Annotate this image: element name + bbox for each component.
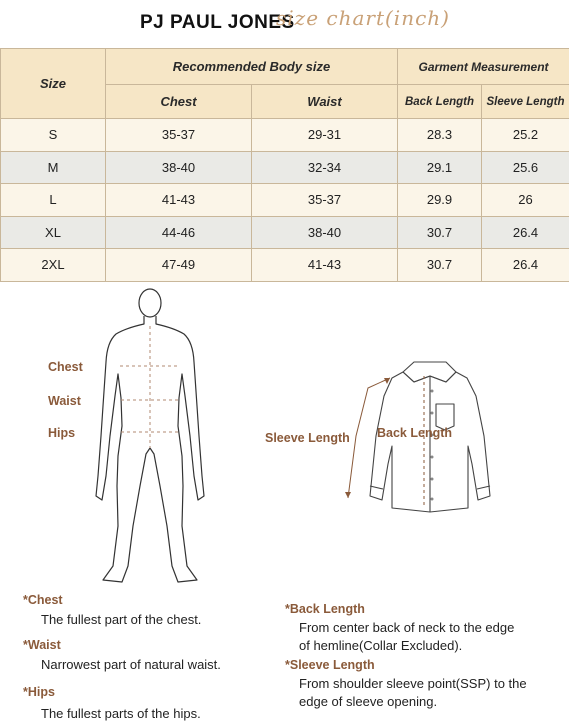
back-length-note-desc-1: From center back of neck to the edge xyxy=(299,620,515,635)
waist-cell: 38-40 xyxy=(252,216,398,249)
back-length-cell: 29.1 xyxy=(398,151,482,184)
sleeve-length-note-desc-2: edge of sleeve opening. xyxy=(299,694,438,709)
size-cell: M xyxy=(1,151,106,184)
sleeve-length-column-header: Sleeve Length xyxy=(482,85,569,119)
chest-figure-label: Chest xyxy=(48,360,83,374)
sleeve-length-cell: 25.2 xyxy=(482,119,569,152)
chart-title xyxy=(0,4,569,40)
waist-cell: 32-34 xyxy=(252,151,398,184)
table-row xyxy=(1,216,569,249)
brand-name: PJ PAUL JONES xyxy=(140,12,295,33)
sleeve-length-cell: 25.6 xyxy=(482,151,569,184)
sleeve-length-note-title: *Sleeve Length xyxy=(285,658,375,672)
back-length-cell: 28.3 xyxy=(398,119,482,152)
size-header: Size xyxy=(1,49,106,119)
back-length-cell: 30.7 xyxy=(398,249,482,282)
table-row xyxy=(1,249,569,282)
size-cell: L xyxy=(1,184,106,217)
hips-figure-label: Hips xyxy=(48,426,76,440)
sleeve-length-note-desc-1: From shoulder sleeve point(SSP) to the xyxy=(299,676,527,691)
back-length-figure-label: Back Length xyxy=(377,426,453,440)
chest-cell: 35-37 xyxy=(106,119,252,152)
waist-cell: 29-31 xyxy=(252,119,398,152)
body-size-group-header: Recommended Body size xyxy=(106,49,398,85)
back-length-note-desc-2: of hemline(Collar Excluded). xyxy=(299,638,463,653)
size-table xyxy=(0,48,569,282)
hips-note-title: *Hips xyxy=(23,685,55,699)
table-row xyxy=(1,184,569,217)
chest-note-title: *Chest xyxy=(23,593,63,607)
hips-note-desc: The fullest parts of the hips. xyxy=(41,706,201,721)
back-length-column-header: Back Length xyxy=(398,85,482,119)
measurement-notes xyxy=(0,586,569,724)
size-cell: 2XL xyxy=(1,249,106,282)
size-chart-script-title: size chart(inch) xyxy=(276,6,450,30)
back-length-note-title: *Back Length xyxy=(285,602,365,616)
garment-group-header: Garment Measurement xyxy=(398,49,569,85)
back-length-cell: 29.9 xyxy=(398,184,482,217)
size-cell: XL xyxy=(1,216,106,249)
sleeve-length-cell: 26 xyxy=(482,184,569,217)
waist-cell: 41-43 xyxy=(252,249,398,282)
waist-note-desc: Narrowest part of natural waist. xyxy=(41,657,221,672)
waist-column-header: Waist xyxy=(252,85,398,119)
table-row xyxy=(1,119,569,152)
sleeve-length-cell: 26.4 xyxy=(482,216,569,249)
table-row xyxy=(1,151,569,184)
chest-note-desc: The fullest part of the chest. xyxy=(41,612,202,627)
measurement-figures xyxy=(0,286,569,586)
waist-figure-label: Waist xyxy=(48,394,81,408)
chest-cell: 44-46 xyxy=(106,216,252,249)
chest-cell: 47-49 xyxy=(106,249,252,282)
size-cell: S xyxy=(1,119,106,152)
chest-cell: 41-43 xyxy=(106,184,252,217)
sleeve-length-figure-label: Sleeve Length xyxy=(265,431,350,445)
chest-column-header: Chest xyxy=(106,85,252,119)
waist-cell: 35-37 xyxy=(252,184,398,217)
sleeve-length-cell: 26.4 xyxy=(482,249,569,282)
chest-cell: 38-40 xyxy=(106,151,252,184)
waist-note-title: *Waist xyxy=(23,638,61,652)
back-length-cell: 30.7 xyxy=(398,216,482,249)
